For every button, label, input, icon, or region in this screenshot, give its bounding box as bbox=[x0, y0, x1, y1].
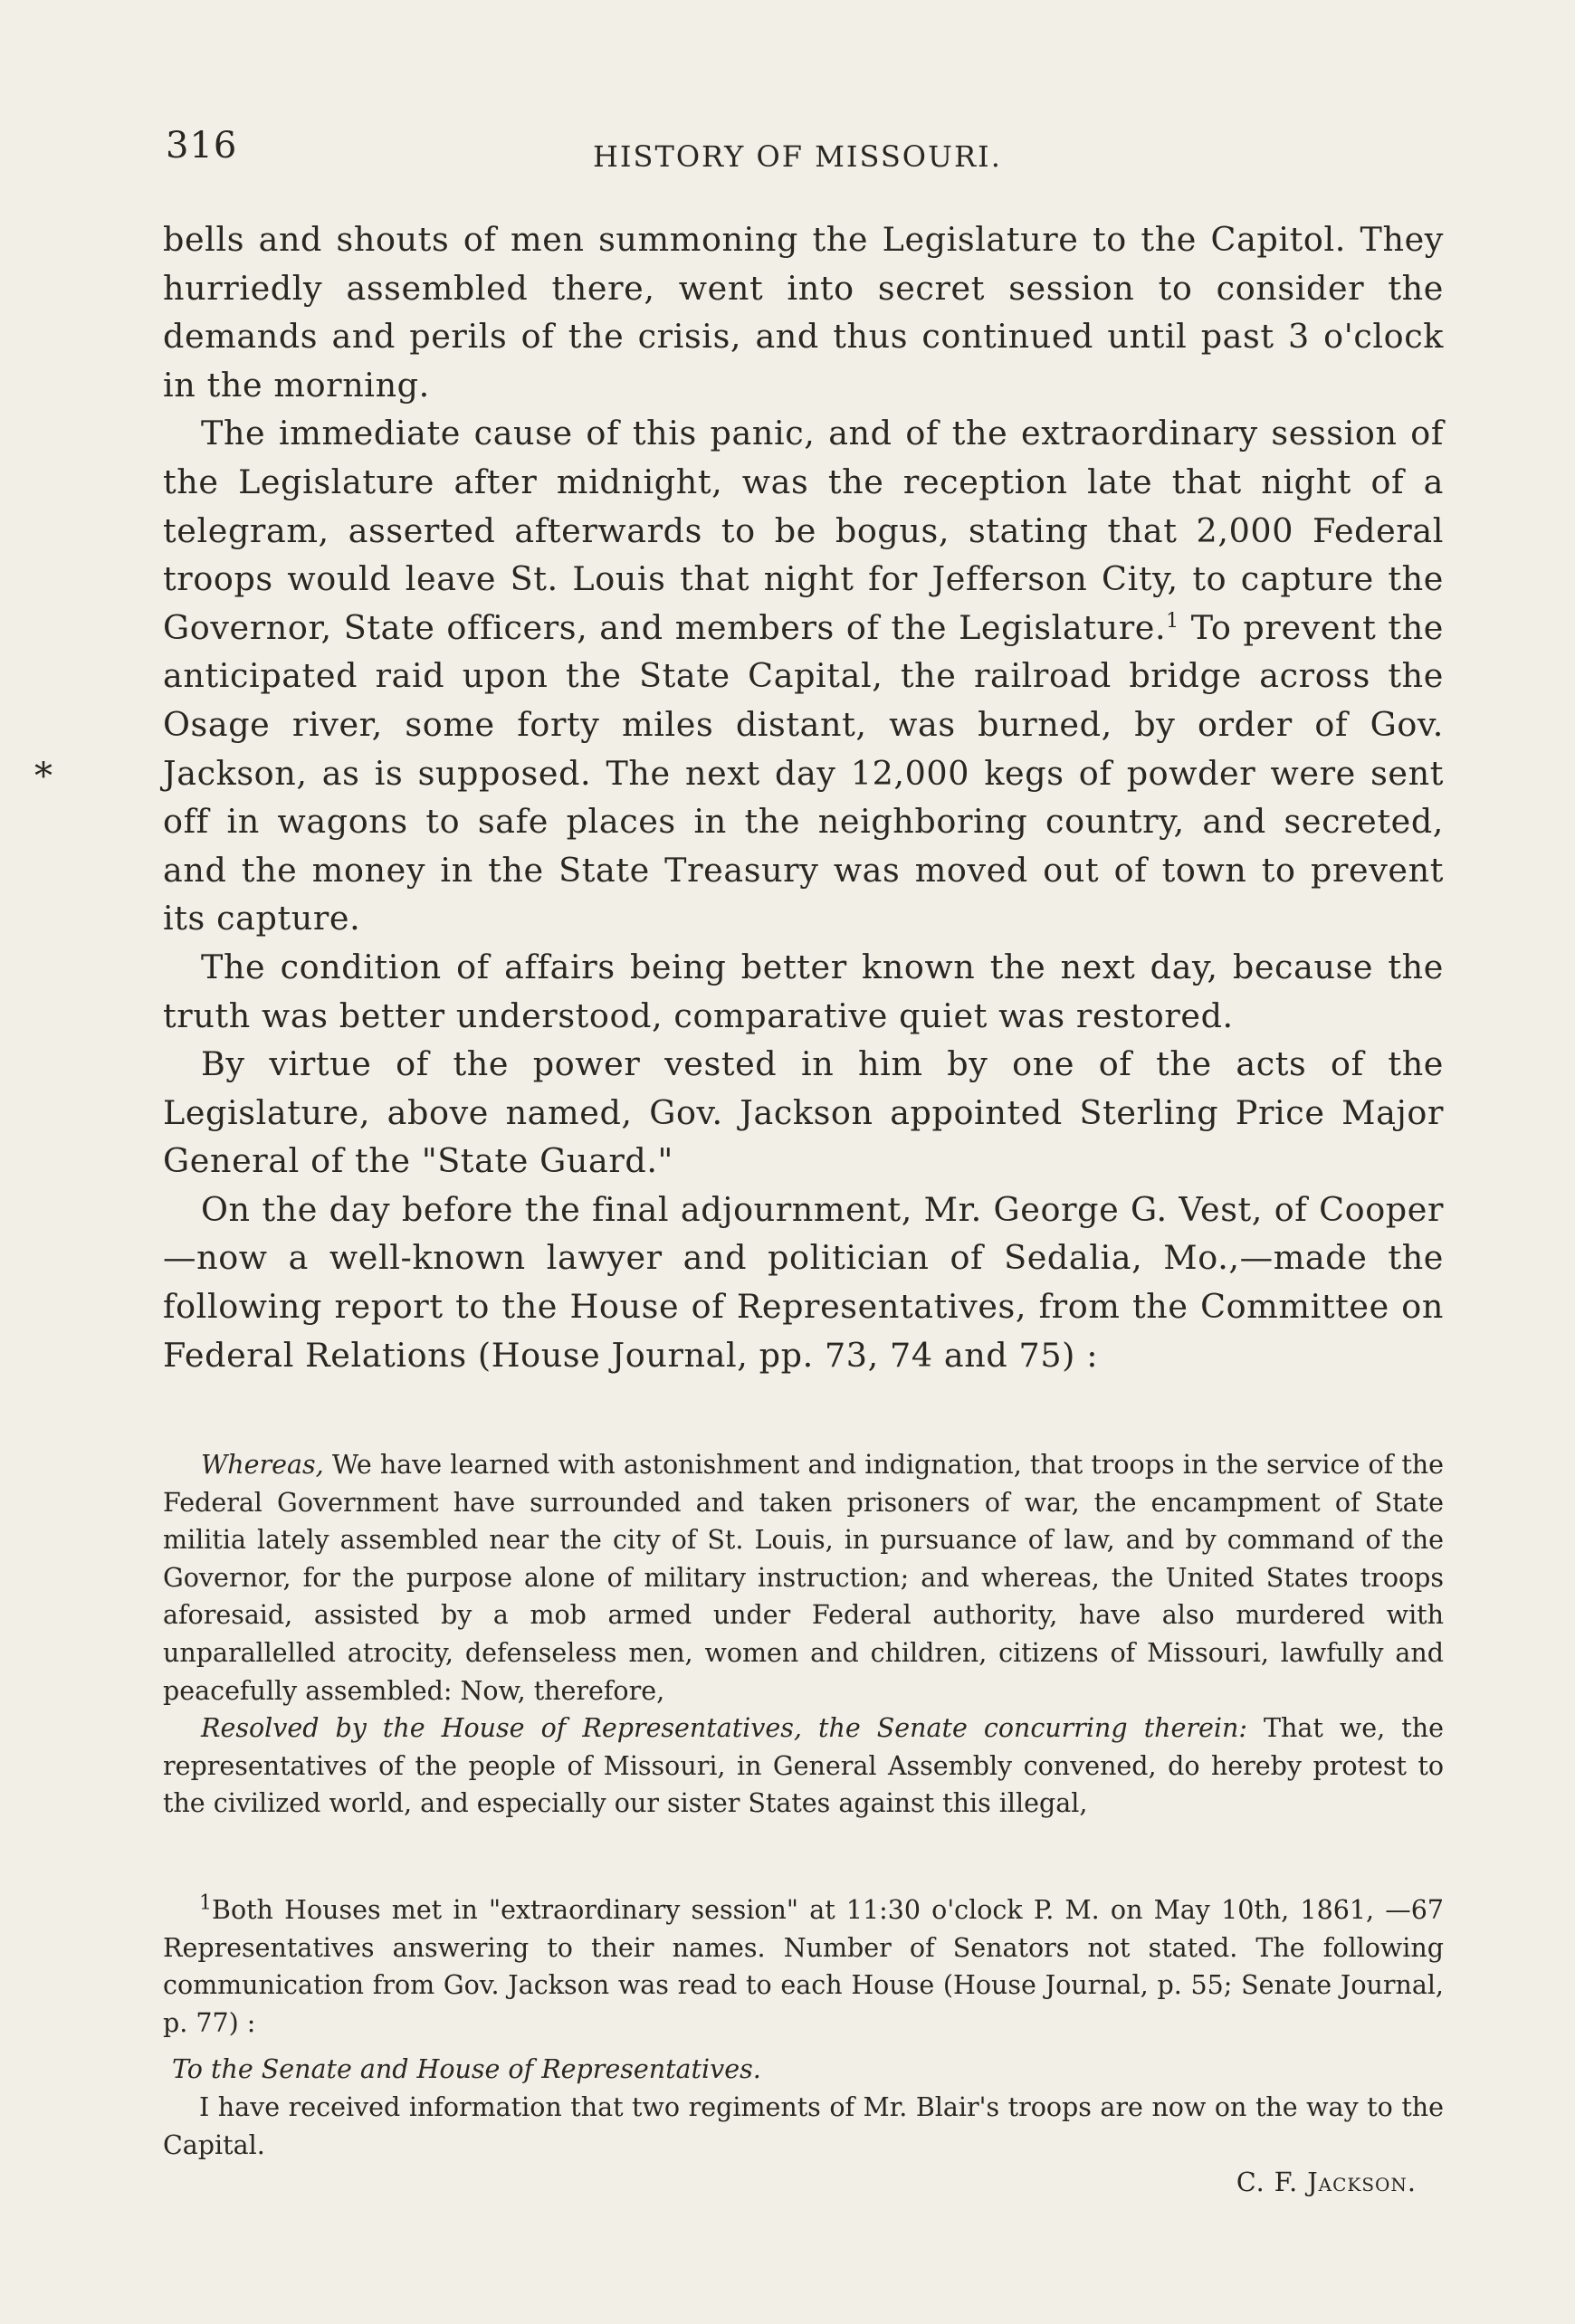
whereas-label: Whereas, bbox=[201, 1450, 324, 1480]
paragraph-2-text: The immediate cause of this panic, and of the extraordinary session of the Legislature after midnight, was the reception late that night of a telegram, asserted afterwards to be bogus, stating that 2,000 Federal troops would leave St. Louis that night for Jefferson City, to capture the Governor, State officers, and members of the Legislature. bbox=[163, 414, 1444, 647]
running-title: HISTORY OF MISSOURI. bbox=[593, 139, 1002, 174]
resolved-text: That we, the representatives of the people of Missouri, in General Assembly convened, do hereby protest to the civilized world, and especially our sister States against this illegal, bbox=[163, 1713, 1444, 1819]
footnote-salutation: To the Senate and House of Representatives. bbox=[172, 2054, 761, 2085]
paragraph-5: On the day before the final adjournment, Mr. George G. Vest, of Cooper—now a well-known lawyer and politician of Sedalia, Mo.,—made the following report to the House of Representatives, from the Committee on Federal Relations (House Journal, pp. 73, 74 and 75) : bbox=[163, 1189, 1444, 1375]
footnote-text: Both Houses met in "extraordinary session" at 11:30 o'clock P. M. on May 10th, 1861, —67 Representatives answering to their names. Number of Senators not stated. The following communication from Gov. Jackson was read to each House (House Journal, p. 55; Senate Journal, p. 77) : bbox=[163, 1895, 1444, 2038]
main-text bbox=[163, 215, 1444, 1379]
footnotes bbox=[163, 1891, 1444, 2202]
resolution-quote bbox=[163, 1446, 1444, 1823]
footnote-message: I have received information that two regiments of Mr. Blair's troops are now on the way to the Capital. bbox=[163, 2091, 1444, 2160]
whereas-clause bbox=[163, 1446, 1444, 1710]
page-number: 316 bbox=[166, 125, 238, 167]
footnote-signature-line bbox=[163, 2164, 1444, 2202]
footnote-signature: C. F. Jackson. bbox=[1236, 2167, 1417, 2198]
resolved-clause bbox=[163, 1710, 1444, 1823]
whereas-text: We have learned with astonishment and indignation, that troops in the service of the Federal Government have surrounded and taken prisoners of war, the encampment of State militia lately assembled near the city of St. Louis, in pursuance of law, and by command of the Governor, for the purpose alone of military instruction; and whereas, the United States troops aforesaid, assisted by a mob armed under Federal authority, have also murdered with unparallelled atrocity, defenseless men, women and children, citizens of Missouri, lawfully and peacefully assembled: Now, therefore, bbox=[163, 1450, 1445, 1706]
footnote-1 bbox=[163, 1891, 1444, 2042]
paragraph-3: The condition of affairs being better known the next day, because the truth was better understood, comparative quiet was restored. bbox=[163, 947, 1444, 1035]
paragraph-4: By virtue of the power vested in him by one of the acts of the Legislature, above named, Gov. Jackson appointed Sterling Price Major General of the "State Guard." bbox=[163, 1044, 1444, 1181]
resolved-label: Resolved by the House of Representatives, the Senate concurring therein: bbox=[201, 1713, 1247, 1744]
paragraph-1: bells and shouts of men summoning the Legislature to the Capitol. They hurriedly assembled there, went into secret session to consider the demands and perils of the crisis, and thus continued until past 3 o'clock in the morning. bbox=[163, 220, 1444, 405]
footnote-message-block bbox=[163, 2089, 1444, 2164]
margin-asterisk-icon: * bbox=[34, 756, 52, 797]
paragraph-2-continuation: To prevent the anticipated raid upon the State Capital, the railroad bridge across the Osage river, some forty miles distant, was burned, by order of Gov. Jackson, as is supposed. The next day 12,000 kegs of powder were sent off in wagons to safe places in the neighboring country, and secreted, and the money in the State Treasury was moved out of town to prevent its capture. bbox=[163, 607, 1445, 938]
paragraph-2 bbox=[163, 409, 1444, 943]
footnote-reference[interactable]: 1 bbox=[1166, 609, 1179, 633]
footnote-marker: 1 bbox=[199, 1891, 212, 1915]
